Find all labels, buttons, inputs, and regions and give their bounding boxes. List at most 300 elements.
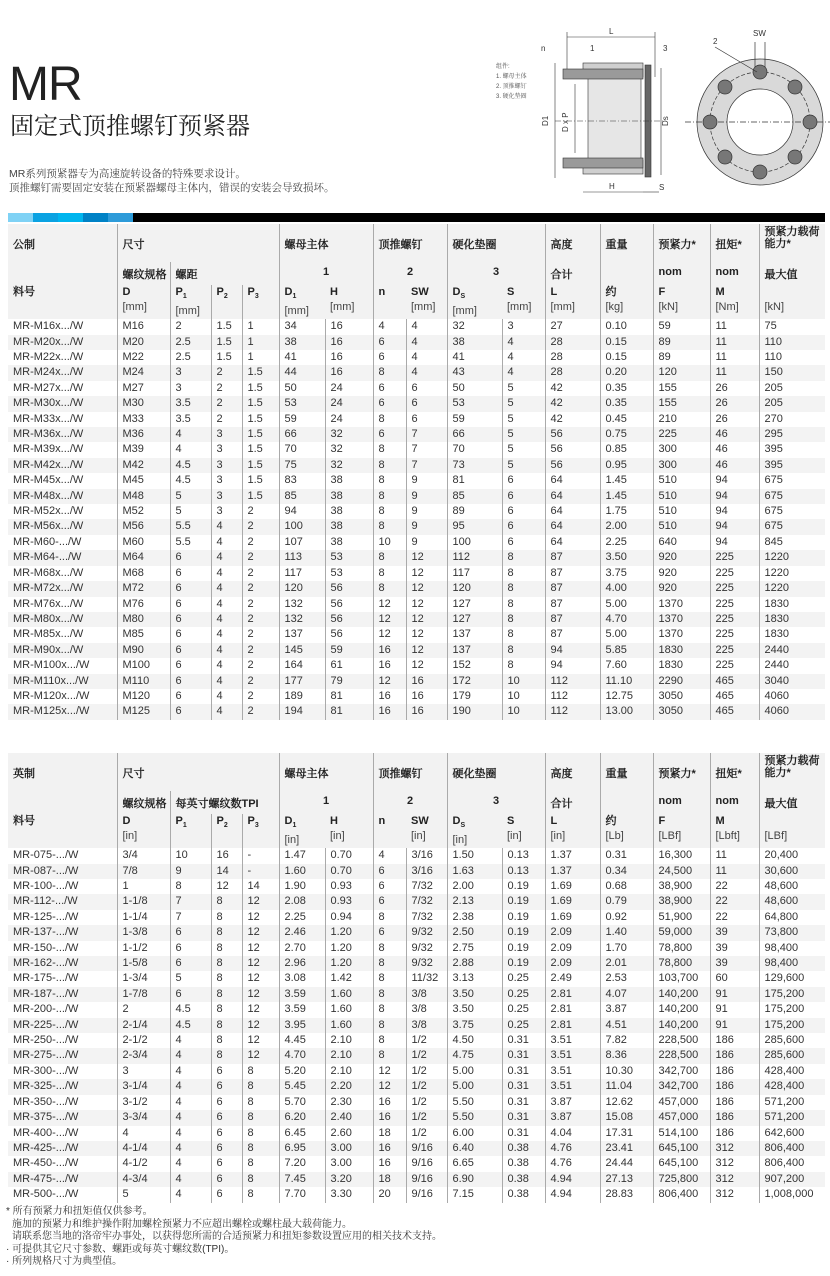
value-cell: 1830 <box>653 658 710 673</box>
value-cell: 16 <box>373 643 406 658</box>
value-cell: 48,600 <box>759 879 825 894</box>
part-number-cell: MR-500-.../W <box>13 1188 79 1201</box>
value-cell: 0.25 <box>502 987 545 1002</box>
column-symbol-cell <box>502 285 545 319</box>
value-cell: 8 <box>373 1002 406 1017</box>
value-cell: 3 <box>170 381 211 396</box>
value-cell: 6 <box>170 566 211 581</box>
value-cell: 395 <box>759 458 825 473</box>
column-unit: [kN] <box>658 301 679 313</box>
value-cell: 6 <box>170 597 211 612</box>
callout-2: 2 <box>713 37 718 46</box>
column-sub-header: 每英寸螺纹数TPI <box>170 791 279 814</box>
value-cell: 1.37 <box>545 864 600 879</box>
part-number-cell: MR-M27x.../W <box>13 381 84 394</box>
part-number-cell: MR-200-.../W <box>13 1003 79 1016</box>
value-cell: 8 <box>211 987 242 1002</box>
table-row <box>8 581 825 596</box>
value-cell: 806,400 <box>759 1156 825 1171</box>
value-cell: 7.15 <box>447 1187 502 1202</box>
value-cell: 6 <box>211 1064 242 1079</box>
column-symbol <box>379 814 407 829</box>
value-cell: 189 <box>279 689 325 704</box>
value-cell: 6 <box>373 396 406 411</box>
value-cell: 2.5 <box>170 350 211 365</box>
value-cell: 12 <box>242 971 279 986</box>
value-cell: 6 <box>373 350 406 365</box>
column-symbol <box>123 814 170 829</box>
value-cell: 4 <box>170 1095 211 1110</box>
color-bar-segment <box>83 213 108 222</box>
color-bar <box>8 213 825 222</box>
column-group-header: 预紧力* <box>653 224 710 262</box>
value-cell: 2 <box>242 519 279 534</box>
value-cell: 46 <box>710 442 759 457</box>
column-symbol-base: H <box>330 815 338 827</box>
value-cell: 83 <box>279 473 325 488</box>
column-symbol <box>285 814 326 833</box>
value-cell: 1220 <box>759 566 825 581</box>
value-cell: 675 <box>759 519 825 534</box>
value-cell: 20 <box>373 1187 406 1202</box>
value-cell: 4 <box>170 1079 211 1094</box>
value-cell: 2 <box>117 1002 170 1017</box>
value-cell: 145 <box>279 643 325 658</box>
value-cell: 7.45 <box>279 1172 325 1187</box>
column-symbol <box>217 814 242 833</box>
value-cell: 64 <box>545 489 600 504</box>
value-cell: 4 <box>211 566 242 581</box>
column-symbol-base: 约 <box>605 286 617 298</box>
column-sub-header: 1 <box>279 262 373 285</box>
value-cell: 16 <box>325 350 373 365</box>
value-cell: 113 <box>279 550 325 565</box>
value-cell: 12 <box>242 1033 279 1048</box>
value-cell: 2 <box>242 658 279 673</box>
value-cell: 11.10 <box>600 674 653 689</box>
column-symbol-base: D <box>122 286 131 298</box>
table-row <box>8 1033 825 1048</box>
value-cell: 3/4 <box>117 848 170 863</box>
table-row <box>8 1048 825 1063</box>
part-number-cell: MR-M68x.../W <box>13 566 84 579</box>
value-cell: 8 <box>373 956 406 971</box>
value-cell: 285,600 <box>759 1048 825 1063</box>
legend-item: 1. 螺母主体 <box>496 74 527 80</box>
value-cell: 2.09 <box>545 941 600 956</box>
value-cell: M30 <box>117 396 170 411</box>
description-line: 顶推螺钉需要固定安装在预紧器螺母主体内，错误的安装会导致损坏。 <box>9 182 335 194</box>
value-cell: 28.83 <box>600 1187 653 1202</box>
column-group-header: 重量 <box>600 224 653 262</box>
value-cell: 1/2 <box>406 1110 447 1125</box>
value-cell: 94 <box>710 535 759 550</box>
table-row <box>8 458 825 473</box>
value-cell: 2440 <box>759 643 825 658</box>
value-cell: 5 <box>170 504 211 519</box>
value-cell: 2.60 <box>325 1126 373 1141</box>
value-cell: 8 <box>373 566 406 581</box>
value-cell: 8 <box>373 504 406 519</box>
value-cell: 12 <box>406 566 447 581</box>
value-cell: 4060 <box>759 689 825 704</box>
value-cell: 12 <box>242 1018 279 1033</box>
value-cell: 12.62 <box>600 1095 653 1110</box>
column-symbol-base: F <box>658 286 666 298</box>
value-cell: 5.70 <box>279 1095 325 1110</box>
column-symbol-base: SW <box>411 286 429 298</box>
value-cell: 20,400 <box>759 848 825 863</box>
column-symbol-cell <box>279 285 325 319</box>
value-cell: 53 <box>447 396 502 411</box>
value-cell: 100 <box>279 519 325 534</box>
value-cell: 1.69 <box>545 910 600 925</box>
value-cell: 110 <box>759 350 825 365</box>
value-cell: 1.5 <box>242 489 279 504</box>
value-cell: 4 <box>502 350 545 365</box>
column-symbol-cell <box>447 814 502 848</box>
value-cell: 14 <box>242 879 279 894</box>
column-symbol <box>176 285 211 304</box>
column-symbol <box>248 285 279 304</box>
column-symbol-base: n <box>378 815 386 827</box>
value-cell: 53 <box>325 566 373 581</box>
value-cell: 3.59 <box>279 987 325 1002</box>
value-cell: 1.5 <box>242 365 279 380</box>
value-cell: 42 <box>545 381 600 396</box>
column-symbol-cell <box>759 285 825 319</box>
column-symbol <box>659 285 710 300</box>
value-cell: 89 <box>653 335 710 350</box>
column-sub-header: 2 <box>373 791 447 814</box>
value-cell: M125 <box>117 704 170 719</box>
value-cell: 8 <box>373 971 406 986</box>
value-cell: 205 <box>759 396 825 411</box>
column-sub-header: nom <box>653 262 710 285</box>
column-symbol-base: D <box>452 815 461 827</box>
value-cell: 675 <box>759 489 825 504</box>
value-cell: 1.5 <box>242 473 279 488</box>
value-cell: 12 <box>373 597 406 612</box>
value-cell: 571,200 <box>759 1110 825 1125</box>
column-symbol-base: L <box>550 815 558 827</box>
part-number-cell: MR-M80x.../W <box>8 612 117 627</box>
value-cell: 1/2 <box>406 1064 447 1079</box>
value-cell: 675 <box>759 504 825 519</box>
table-row <box>8 566 825 581</box>
value-cell: 0.75 <box>600 427 653 442</box>
column-symbol-subscript: S <box>460 822 466 830</box>
value-cell: 8 <box>242 1126 279 1141</box>
value-cell: 1.5 <box>242 381 279 396</box>
column-symbol-base: D <box>284 286 293 298</box>
imperial-spec-table <box>8 753 825 1203</box>
value-cell: 642,600 <box>759 1126 825 1141</box>
value-cell: 0.38 <box>502 1156 545 1171</box>
table-row <box>8 335 825 350</box>
value-cell: 78,800 <box>653 956 710 971</box>
value-cell: 0.93 <box>325 879 373 894</box>
table-row <box>8 1095 825 1110</box>
part-number-cell: MR-M48x.../W <box>8 489 117 504</box>
value-cell: 6 <box>170 550 211 565</box>
table-row <box>8 1141 825 1156</box>
value-cell: 112 <box>545 674 600 689</box>
column-unit: [mm] <box>284 305 309 318</box>
column-unit: [in] <box>411 830 426 842</box>
value-cell: 8.36 <box>600 1048 653 1063</box>
column-symbol-cell <box>653 814 710 848</box>
value-cell: 6 <box>170 925 211 940</box>
column-symbol-cell <box>373 285 406 319</box>
value-cell: 4 <box>211 689 242 704</box>
value-cell: M120 <box>117 689 170 704</box>
column-symbol-base: P <box>216 286 224 298</box>
column-group-header: 扭矩* <box>710 753 759 791</box>
column-symbol-base: S <box>507 815 515 827</box>
value-cell: 26 <box>710 396 759 411</box>
value-cell: 4 <box>373 848 406 863</box>
table-row <box>8 473 825 488</box>
value-cell: 205 <box>759 381 825 396</box>
value-cell: 12 <box>242 987 279 1002</box>
value-cell: 4.94 <box>545 1187 600 1202</box>
value-cell: 1/2 <box>406 1033 447 1048</box>
value-cell: 4 <box>170 1033 211 1048</box>
value-cell: 12 <box>406 612 447 627</box>
value-cell: 24 <box>325 381 373 396</box>
value-cell: 6 <box>406 396 447 411</box>
column-symbol <box>716 814 759 829</box>
table-row <box>8 597 825 612</box>
value-cell: 0.68 <box>600 879 653 894</box>
column-symbol-cell <box>600 814 653 848</box>
column-symbol <box>217 285 242 304</box>
value-cell: 920 <box>653 566 710 581</box>
value-cell: 16 <box>373 704 406 719</box>
column-symbol-cell <box>279 814 325 848</box>
color-bar-segment <box>133 213 825 222</box>
value-cell: 285,600 <box>759 1033 825 1048</box>
value-cell: 186 <box>710 1048 759 1063</box>
value-cell: 38 <box>325 535 373 550</box>
value-cell: 1-3/8 <box>117 925 170 940</box>
value-cell: 8 <box>242 1156 279 1171</box>
value-cell: 1830 <box>759 627 825 642</box>
value-cell: 8 <box>211 1002 242 1017</box>
column-symbol-base: D <box>284 815 293 827</box>
column-symbol <box>507 814 545 829</box>
value-cell: 3 <box>211 442 242 457</box>
value-cell: 4 <box>170 1110 211 1125</box>
value-cell: M20 <box>117 335 170 350</box>
value-cell: 12 <box>406 627 447 642</box>
column-symbol-base: n <box>378 286 386 298</box>
table-row <box>8 689 825 704</box>
value-cell: 0.94 <box>325 910 373 925</box>
value-cell: 7/8 <box>117 864 170 879</box>
value-cell: 2-3/4 <box>117 1048 170 1063</box>
column-sub-header: 合计 <box>545 791 600 814</box>
value-cell: 3.20 <box>325 1172 373 1187</box>
table-row <box>8 396 825 411</box>
value-cell: 56 <box>545 427 600 442</box>
value-cell: 3 <box>170 365 211 380</box>
value-cell: 6 <box>502 535 545 550</box>
value-cell: 24.44 <box>600 1156 653 1171</box>
value-cell: 26 <box>710 381 759 396</box>
value-cell: 117 <box>279 566 325 581</box>
value-cell: 0.70 <box>325 848 373 863</box>
header-blank <box>8 262 117 285</box>
value-cell: 6 <box>211 1187 242 1202</box>
value-cell: 27 <box>545 319 600 334</box>
column-group-header: 硬化垫圈 <box>447 224 545 262</box>
column-symbol <box>176 814 211 833</box>
value-cell: 3.51 <box>545 1048 600 1063</box>
product-subtitle: 固定式顶推螺钉预紧器 <box>10 113 250 140</box>
column-sub-header: 螺距 <box>170 262 279 285</box>
column-unit: [LBf] <box>764 830 788 842</box>
value-cell: 4 <box>502 335 545 350</box>
value-cell: 3.00 <box>325 1141 373 1156</box>
value-cell: 8 <box>502 550 545 565</box>
header-group-row <box>8 224 825 262</box>
value-cell: 1.60 <box>325 1002 373 1017</box>
value-cell: 7/32 <box>406 879 447 894</box>
footnote: 施加的预紧力和维护操作附加螺栓预紧力不应超出螺栓或螺柱最大载荷能力。 <box>12 1218 352 1230</box>
value-cell: 2.40 <box>325 1110 373 1125</box>
table-row <box>8 971 825 986</box>
column-symbol-subscript: 1 <box>182 293 187 301</box>
value-cell: 8 <box>373 442 406 457</box>
value-cell: 4.5 <box>170 1018 211 1033</box>
value-cell: 0.15 <box>600 350 653 365</box>
value-cell: 94 <box>545 643 600 658</box>
value-cell: 4 <box>211 643 242 658</box>
value-cell: M85 <box>117 627 170 642</box>
value-cell: 150 <box>759 365 825 380</box>
column-symbol <box>453 814 503 833</box>
value-cell: 225 <box>710 597 759 612</box>
value-cell: 8 <box>242 1110 279 1125</box>
value-cell: 2 <box>242 581 279 596</box>
value-cell: 4 <box>170 1064 211 1079</box>
value-cell: 89 <box>447 504 502 519</box>
value-cell: 2.81 <box>545 987 600 1002</box>
value-cell: 2.10 <box>325 1064 373 1079</box>
value-cell: 22 <box>710 910 759 925</box>
value-cell: 514,100 <box>653 1126 710 1141</box>
value-cell: 56 <box>545 458 600 473</box>
value-cell: 4.5 <box>170 1002 211 1017</box>
value-cell: 112 <box>545 689 600 704</box>
value-cell: 41 <box>447 350 502 365</box>
value-cell: 7/32 <box>406 910 447 925</box>
part-number-cell: MR-M100x.../W <box>13 659 90 672</box>
value-cell: 64 <box>545 504 600 519</box>
technical-drawing <box>535 22 830 207</box>
value-cell: 8 <box>211 971 242 986</box>
value-cell: 3.5 <box>170 396 211 411</box>
value-cell: 38 <box>325 519 373 534</box>
value-cell: 8 <box>242 1079 279 1094</box>
value-cell: 4.45 <box>279 1033 325 1048</box>
value-cell: 9/32 <box>406 956 447 971</box>
value-cell: 8 <box>211 1018 242 1033</box>
footnote: 请联系您当地的洛帝牢办事处，以获得您所需的合适预紧力和扭矩参数设置应用的相关技术支持。 <box>12 1231 442 1242</box>
value-cell: 6 <box>502 473 545 488</box>
value-cell: 0.95 <box>600 458 653 473</box>
column-symbol <box>379 285 407 300</box>
value-cell: 0.10 <box>600 319 653 334</box>
value-cell: 7 <box>406 427 447 442</box>
value-cell: 8 <box>373 910 406 925</box>
value-cell: 175,200 <box>759 1002 825 1017</box>
column-symbol <box>765 285 826 300</box>
value-cell: 155 <box>653 381 710 396</box>
column-symbol <box>765 814 826 829</box>
value-cell: 12 <box>373 1064 406 1079</box>
value-cell: 1.20 <box>325 925 373 940</box>
value-cell: 14 <box>211 864 242 879</box>
value-cell: 0.15 <box>600 335 653 350</box>
table-row <box>8 894 825 909</box>
column-unit: [kN] <box>764 301 785 313</box>
table-row <box>8 941 825 956</box>
value-cell: 2 <box>242 704 279 719</box>
value-cell: 91 <box>710 987 759 1002</box>
value-cell: 0.38 <box>502 1141 545 1156</box>
value-cell: 5 <box>117 1187 170 1202</box>
value-cell: M33 <box>117 412 170 427</box>
value-cell: 8 <box>502 581 545 596</box>
value-cell: 7 <box>406 442 447 457</box>
value-cell: 12.75 <box>600 689 653 704</box>
value-cell: 3 <box>211 504 242 519</box>
value-cell: 4 <box>211 550 242 565</box>
value-cell: 2.01 <box>600 956 653 971</box>
value-cell: 16 <box>211 848 242 863</box>
value-cell: 12 <box>211 879 242 894</box>
value-cell: 4 <box>502 365 545 380</box>
value-cell: 1-1/4 <box>117 910 170 925</box>
value-cell: 1.5 <box>242 427 279 442</box>
part-number-cell: MR-M36x.../W <box>8 427 117 442</box>
dim-label-s: S <box>659 183 665 192</box>
value-cell: 0.13 <box>502 848 545 863</box>
part-number-cell: MR-M72x.../W <box>8 581 117 596</box>
value-cell: 7 <box>406 458 447 473</box>
value-cell: 4 <box>211 704 242 719</box>
value-cell: 50 <box>279 381 325 396</box>
value-cell: 1.75 <box>600 504 653 519</box>
value-cell: 428,400 <box>759 1079 825 1094</box>
value-cell: 3-3/4 <box>117 1110 170 1125</box>
value-cell: 39 <box>710 941 759 956</box>
value-cell: 6 <box>170 941 211 956</box>
value-cell: 725,800 <box>653 1172 710 1187</box>
value-cell: 0.79 <box>600 894 653 909</box>
column-unit: [in] <box>122 830 138 842</box>
value-cell: 16 <box>325 335 373 350</box>
column-sub-header: 螺纹规格 <box>117 791 170 814</box>
table-row <box>8 627 825 642</box>
part-number-cell: MR-187-.../W <box>8 987 117 1002</box>
value-cell: 2.38 <box>447 910 502 925</box>
column-symbol <box>123 285 170 300</box>
value-cell: 10.30 <box>600 1064 653 1079</box>
